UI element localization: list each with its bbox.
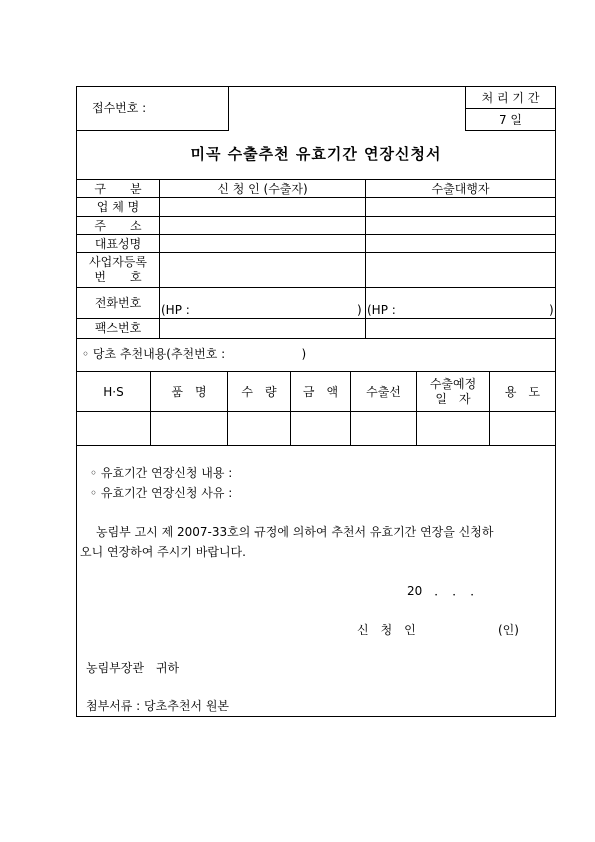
divider [465,108,556,109]
header-agent: 수출대행자 [431,182,490,196]
items-header-export-date-1: 수출예정 [429,377,477,391]
border-bottom [76,716,556,717]
receipt-number-label: 접수번호 : [92,101,147,115]
col-line [365,179,366,338]
header-applicant: 신 청 인 (수출자) [217,182,308,196]
row-line [76,338,556,339]
border-right [555,86,556,717]
col-line [290,371,291,445]
divider [465,130,556,131]
seal-mark: (인) [498,623,519,637]
row-line [76,179,556,180]
applicant-hp-open: (HP : [161,303,190,317]
row-label-representative: 대표성명 [94,237,142,251]
items-header-hs: H·S [103,385,124,399]
col-line [159,179,160,338]
row-line [76,287,556,288]
application-date: 20 ． ． ． [407,584,483,598]
row-line [76,445,556,446]
original-recommendation: ◦ 당초 추천내용(추천번호 : ) [82,347,307,361]
extension-content-label: ◦ 유효기간 연장신청 내용 : [90,466,233,480]
row-line [76,318,556,319]
row-label-company: 업 체 명 [96,200,140,214]
extension-reason-label: ◦ 유효기간 연장신청 사유 : [90,486,233,500]
divider [76,130,229,131]
request-paragraph-line1: 농림부 고시 제 2007-33호의 규정에 의하여 추천서 유효기간 연장을 신청하 [96,525,494,539]
items-header-amount: 금 액 [302,385,339,399]
col-line [489,371,490,445]
row-line [76,216,556,217]
applicant-signature-label: 신 청 인 [357,623,416,637]
items-header-export-date-2: 일 자 [435,392,471,406]
row-label-phone: 전화번호 [94,296,142,310]
processing-period-label: 처 리 기 간 [481,91,540,105]
items-header-destination: 수출선 [366,385,401,399]
divider [228,86,229,130]
border-left [76,86,77,717]
col-line [227,371,228,445]
items-header-product: 품 명 [171,385,207,399]
recipient: 농림부장관 귀하 [86,661,180,675]
header-category: 구 분 [94,182,142,196]
items-header-quantity: 수 량 [241,385,277,399]
row-label-business-reg-1: 사업자등록 [89,255,147,269]
items-header-purpose: 용 도 [504,385,541,399]
row-label-fax: 팩스번호 [94,321,142,335]
form-title: 미곡 수출추천 유효기간 연장신청서 [190,145,442,163]
col-line [150,371,151,445]
applicant-hp-close: ) [357,303,362,317]
row-line [76,371,556,372]
col-line [350,371,351,445]
row-label-address: 주 소 [94,219,142,233]
row-line [76,197,556,198]
agent-hp-close: ) [549,303,554,317]
attachment-note: 첨부서류 : 당초추천서 원본 [86,699,229,713]
border-top [76,86,556,87]
processing-period-value: 7 일 [498,113,523,127]
row-line [76,234,556,235]
request-paragraph-line2: 오니 연장하여 주시기 바랍니다. [80,545,246,559]
row-label-business-reg-2: 번 호 [94,270,142,284]
row-line [76,252,556,253]
agent-hp-open: (HP : [367,303,396,317]
row-line [76,411,556,412]
